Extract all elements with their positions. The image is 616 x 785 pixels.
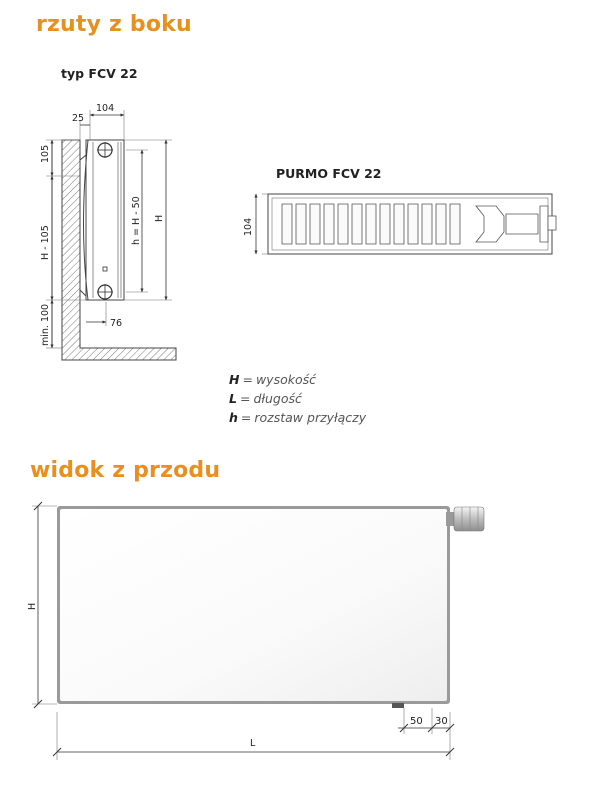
side-view-type-label: typ FCV 22 <box>61 66 138 81</box>
legend-eq: = <box>239 391 251 406</box>
legend-row-l <box>229 389 366 408</box>
legend-text: rozstaw przyłączy <box>254 410 367 425</box>
section-title-front-view: widok z przodu <box>30 458 221 483</box>
dim-104-side: 104 <box>96 103 115 114</box>
legend-symbol: H <box>229 372 240 387</box>
thermostatic-valve-icon <box>446 507 484 531</box>
legend-row-small-h <box>229 408 366 427</box>
dim-l: L <box>250 738 256 749</box>
dim-104-top: 104 <box>243 217 254 236</box>
dim-50: 50 <box>410 716 423 727</box>
legend-symbol: h <box>229 410 238 425</box>
dim-25: 25 <box>72 113 85 124</box>
legend <box>229 370 366 427</box>
dim-76: 76 <box>110 318 123 329</box>
legend-eq: = <box>240 410 252 425</box>
legend-row-h <box>229 370 366 389</box>
dim-h-front: H <box>27 602 38 610</box>
legend-eq: = <box>242 372 253 387</box>
dim-30: 30 <box>435 716 448 727</box>
dim-h-equals: h = H - 50 <box>131 196 142 245</box>
front-view-drawing <box>27 502 484 760</box>
legend-text: wysokość <box>255 372 317 387</box>
dim-h-side: H <box>154 214 165 222</box>
top-view-label: PURMO FCV 22 <box>276 166 382 181</box>
dim-h-minus-105: H - 105 <box>40 225 51 260</box>
dim-min-100: min. 100 <box>40 303 51 346</box>
legend-symbol: L <box>229 391 237 406</box>
section-title-side-views: rzuty z boku <box>36 12 192 37</box>
legend-text: długość <box>253 391 302 406</box>
dim-105: 105 <box>40 144 51 163</box>
side-view-drawing <box>40 103 176 360</box>
top-view-drawing <box>243 194 556 254</box>
